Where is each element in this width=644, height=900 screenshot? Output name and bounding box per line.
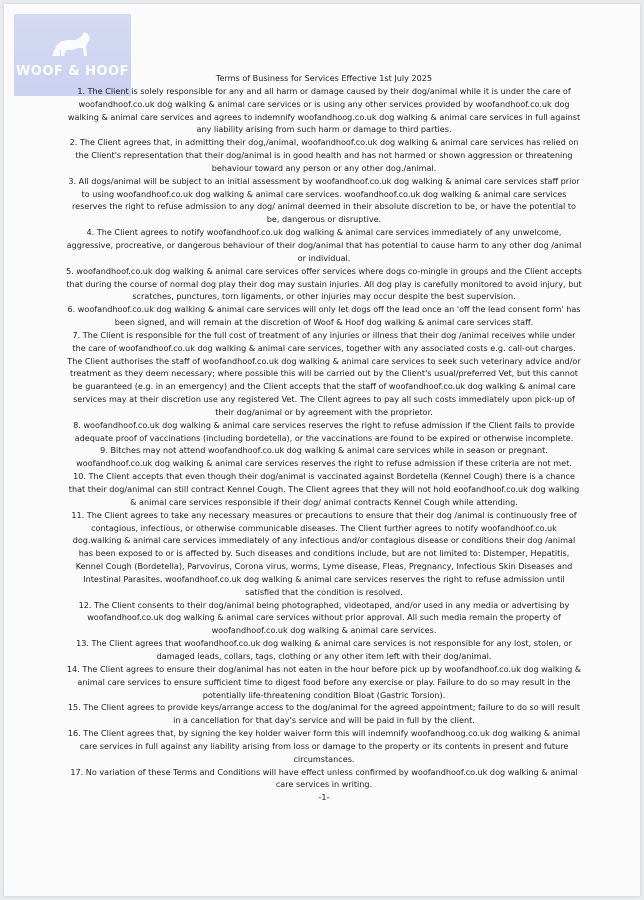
clause-14: 14. The Client agrees to ensure their dog/animal has not eaten in the hour before pick up by woofandhoof.co.uk dog walking & animal care services to ensure sufficient time to digest food before any exercise or play. Failure to do so may result in the potentially life-threatening condition Bloat (Gastric Torsion). — [66, 663, 582, 700]
clause-15: 15. The Client agrees to provide keys/arrange access to the dog/animal for the agreed appointment; failure to do so will result in a cancellation for that day's service and will be paid in full by the client. — [67, 702, 581, 726]
clause-3: 3. All dogs/animal will be subject to an initial assessment by woofandhoof.co.uk dog walking & animal care services staff prior to using woofandhoof.co.uk dog walking & animal care services. woofandhoof.co.uk dog walking & animal care services reserves the right to refuse admission to any dog/ animal deemed in their absolute discretion to be, or have the potential to be, dangerous or disruptive. — [68, 175, 580, 225]
terms-content — [66, 72, 582, 804]
clause-11: 11. The Client agrees to take any necessary measures or precautions to ensure that their dog /animal is continuously free of contagious, infectious, or otherwise communicable diseases. The Client further agrees to notify woofandhoof.co.uk dog.walking & animal care services immediately of any infectious and/or contagious disease or conditions their dog /animal has been exposed to or is affected by. Such diseases and conditions include, but are not limited to: Distemper, Hepatitis, Kennel Cough (Bordetella), Parvovirus, Corona virus, worms, Lyme disease, Fleas, Pregnancy, Infectious Skin Diseases and Intestinal Parasites. woofandhoof.co.uk dog walking & animal care services reserves the right to refuse admission until satisfied that the condition is resolved. — [71, 509, 577, 597]
logo-text: WOOF & HOOF — [15, 64, 130, 79]
clause-7: 7. The Client is responsible for the full cost of treatment of any injuries or illness that their dog /animal receives while under the care of woofandhoof.co.uk dog walking & animal care services, together with any associated costs e.g. call-out charges. The Client authorises the staff of woofandhoof.co.uk dog walking & animal care services to seek such veterinary advice and/or treatment as they deem necessary; where possible this will be carried out by the Client's usual/preferred Vet, but this cannot be guaranteed (e.g. in an emergency) and the Client accepts that the staff of woofandhoof.co.uk dog walking & animal care services may at their discretion use any registered Vet. The Client agrees to pay all such costs immediately upon pick-up of their dog/animal or by agreement with the proprietor. — [67, 329, 581, 417]
clause-6: 6. woofandhoof.co.uk dog walking & animal care services will only let dogs off the lead once an 'off the lead consent form' has been signed, and will remain at the discretion of Woof & Hoof dog walking & animal care services staff. — [67, 304, 581, 328]
clause-16: 16. The Client agrees that, by signing the key holder waiver form this will indemnify woofandhoog.co.uk dog walking & animal care services in full against any liability arising from loss or damage to the property or its contents in present and future circumstances. — [67, 728, 581, 764]
clause-2: 2. The Client agrees that, in admitting their dog,/animal, woofandhoof.co.uk dog walking & animal care services has relied on the Client's representation that their dog/animal is in good health and has not harmed or shown aggression or threatening behaviour toward any person or any other dog./animal. — [69, 137, 579, 173]
clause-4: 4. The Client agrees to notify woofandhoof.co.uk dog walking & animal care services immediately of any unwelcome, aggressive, procreative, or dangerous behaviour of their dog/animal that has potential to cause harm to any other dog /animal or individual. — [66, 227, 582, 263]
clause-8: 8. woofandhoof.co.uk dog walking & animal care services reserves the right to refuse admission if the Client fails to provide adequate proof of vaccinations (including bordetella), or the vaccinations are found to be expired or otherwise incomplete. — [73, 419, 575, 443]
clause-17: 17. No variation of these Terms and Conditions will have effect unless confirmed by woofandhoof.co.uk dog walking & animal care services in writing. — [70, 766, 578, 790]
clause-5: 5. woofandhoof.co.uk dog walking & animal care services offer services where dogs co-mingle in groups and the Client accepts that during the course of normal dog play their dog may sustain injuries. All dog play is carefully monitored to avoid injury, but scratches, punctures, torn ligaments, or other injuries may occur despite the best supervision. — [66, 265, 582, 302]
clause-13: 13. The Client agrees that woofandhoof.co.uk dog walking & animal care services is not responsible for any lost, stolen, or damaged leads, collars, tags, clothing or any other item left with their dog/animal. — [76, 638, 572, 661]
document-page — [4, 4, 640, 896]
clause-9: 9. Bitches may not attend woofandhoof.co.uk dog walking & animal care services while in season or pregnant. woofandhoof.co.uk dog walking & animal care services reserves the right to refuse admission if these criteria are not met. — [76, 445, 572, 469]
page-number: -1- — [318, 792, 330, 803]
horse-dog-silhouette-icon — [50, 26, 96, 62]
clause-1: 1. The Client is solely responsible for any and all harm or damage caused by their dog/animal while it is under the care of woofandhoof.co.uk dog walking & animal care services or is using any other services provided by woofandhoof.co.uk dog walking & animal care services and agrees to indemnify woofandhoog.co.uk dog walking & animal care services in full against any liability arising from such harm or damage to third parties. — [67, 85, 581, 135]
clause-12: 12. The Client consents to their dog/animal being photographed, videotaped, and/or used in any media or advertising by woofandhoof.co.uk dog walking & animal care services without prior approval. All such media remain the property of woofandhoof.co.uk dog walking & animal care services. — [78, 599, 570, 636]
document-title: Terms of Business for Services Effective 1st July 2025 — [215, 73, 433, 83]
clause-10: 10. The Client accepts that even though their dog/animal is vaccinated against Bordetella (Kennel Cough) there is a chance that their dog/animal can still contract Kennel Cough. The Client agrees that they will not hold eoofandhoof.co.uk dog walking & animal care services responsible if their dog/ animal contracts Kennel Cough while attending. — [68, 471, 580, 507]
